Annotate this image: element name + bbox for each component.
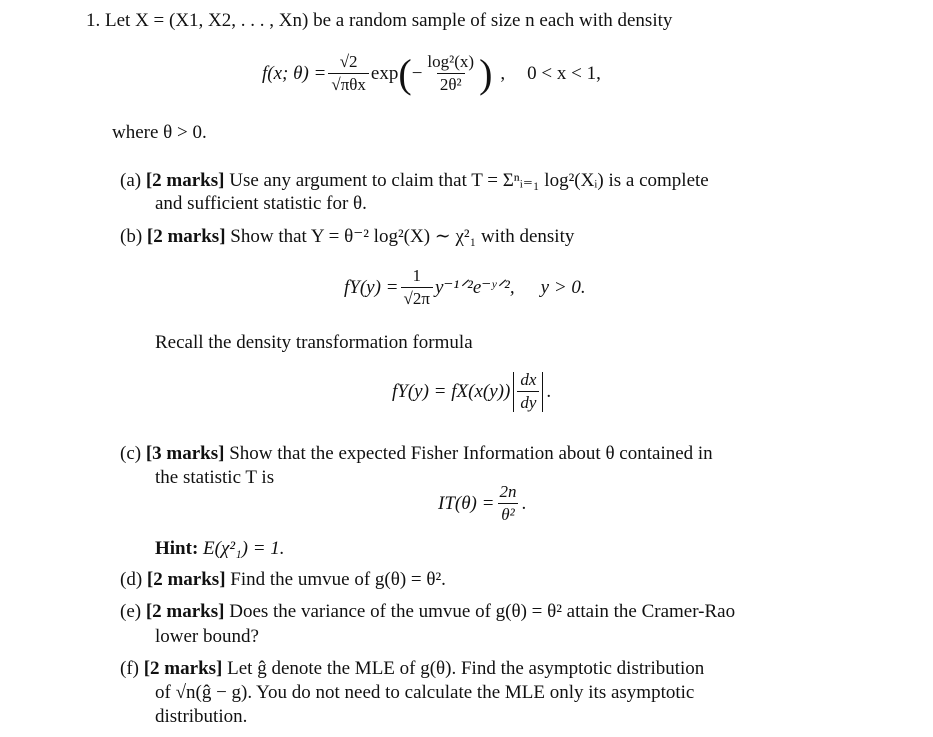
density-domain: 0 < x < 1,: [527, 62, 601, 84]
density-numerator: √2: [339, 52, 358, 71]
transform-formula: [392, 370, 551, 413]
part-d-text: Find the umvue of g(θ) = θ².: [230, 569, 446, 590]
part-f-marks: [2 marks]: [143, 658, 223, 679]
fisher-numerator: 2n: [499, 482, 517, 501]
comma: ,: [500, 62, 506, 84]
part-b-label: (b): [120, 226, 143, 247]
fy-formula: [344, 266, 586, 309]
part-a-text: Use any argument to claim that T = Σⁿᵢ₌₁ log²(Xᵢ) is a complete: [229, 170, 709, 191]
transform-lhs: fY(y) = fX(x(y)): [392, 380, 511, 402]
part-f-text: Let ĝ denote the MLE of g(θ). Find the asymptotic distribution: [227, 658, 705, 679]
density-denominator: √πθx: [328, 73, 369, 95]
abs-bar-right: [542, 372, 543, 412]
transform-denominator: dy: [517, 391, 539, 413]
part-c-line1: [120, 443, 713, 465]
part-f-line1: [120, 658, 704, 680]
part-c-line2: the statistic T is: [155, 467, 275, 488]
density-lhs: f(x; θ) =: [262, 62, 327, 84]
where-line: where θ > 0.: [112, 122, 207, 143]
part-e-text: Does the variance of the umvue of g(θ) = θ² attain the Cramer-Rao: [229, 601, 736, 622]
transform-numerator: dx: [520, 370, 537, 389]
part-e-line1: [120, 601, 735, 623]
density-inner-numerator: log²(x): [427, 52, 475, 71]
density-inner-denominator: 2θ²: [437, 73, 465, 95]
fy-domain: y > 0.: [540, 276, 586, 298]
fy-rest: y⁻¹ᐟ²e⁻ʸᐟ²,: [434, 277, 515, 298]
part-e-line2: lower bound?: [155, 626, 259, 647]
part-c-label: (c): [120, 443, 142, 464]
density-inner-fraction: [424, 52, 477, 95]
part-a-line1: [120, 169, 709, 192]
density-exp: exp: [370, 62, 399, 84]
part-c-text: Show that the expected Fisher Information about θ contained in: [229, 443, 713, 464]
abs-bar-left: [513, 372, 514, 412]
problem-number: 1.: [86, 10, 101, 31]
part-f-line2: of √n(ĝ − g). You do not need to calculate the MLE only its asymptotic: [155, 682, 695, 703]
fisher-denominator: θ²: [498, 503, 517, 525]
minus-sign: −: [411, 62, 423, 84]
fisher-lhs: IT(θ) =: [438, 492, 495, 514]
part-b-marks: [2 marks]: [146, 226, 226, 247]
part-f-label: (f): [120, 658, 139, 679]
fisher-end: .: [521, 492, 527, 514]
part-d-line: [120, 569, 446, 591]
hint-label: Hint:: [155, 538, 199, 559]
part-b-line: [120, 225, 574, 248]
density-formula: f(x; θ) = $\frac{√2}{\text{√πθx}}$ exp ( − $\frac{\text{log²(x)}}{\text{2θ²}}$ ) , 0 < x < 1,: [262, 50, 601, 96]
problem-intro-line: [86, 10, 672, 32]
part-a-label: (a): [120, 170, 142, 191]
fy-numerator: 1: [412, 266, 421, 285]
hint-text: E(χ²₁) = 1.: [203, 538, 285, 559]
recall-text: Recall the density transformation formula: [155, 332, 473, 353]
fisher-fraction: [496, 482, 519, 525]
density-fraction: [328, 52, 369, 95]
transform-end: .: [546, 380, 552, 402]
part-d-label: (d): [120, 569, 143, 590]
part-d-marks: [2 marks]: [146, 569, 226, 590]
fy-fraction: [401, 266, 433, 309]
part-a-marks: [2 marks]: [145, 170, 225, 191]
part-e-label: (e): [120, 601, 142, 622]
part-f-line3: distribution.: [155, 706, 248, 727]
fisher-formula: [438, 482, 526, 525]
part-a-line2: and sufficient statistic for θ.: [155, 193, 367, 214]
part-b-text: Show that Y = θ⁻² log²(X) ∼ χ²₁ with density: [230, 226, 575, 247]
part-c-marks: [3 marks]: [145, 443, 225, 464]
fy-lhs: fY(y) =: [344, 276, 399, 298]
fy-denominator: √2π: [401, 287, 433, 309]
part-e-marks: [2 marks]: [145, 601, 225, 622]
hint-line: [155, 538, 285, 560]
transform-fraction: [517, 370, 539, 413]
problem-intro: Let X = (X1, X2, . . . , Xn) be a random sample of size n each with density: [105, 10, 673, 31]
